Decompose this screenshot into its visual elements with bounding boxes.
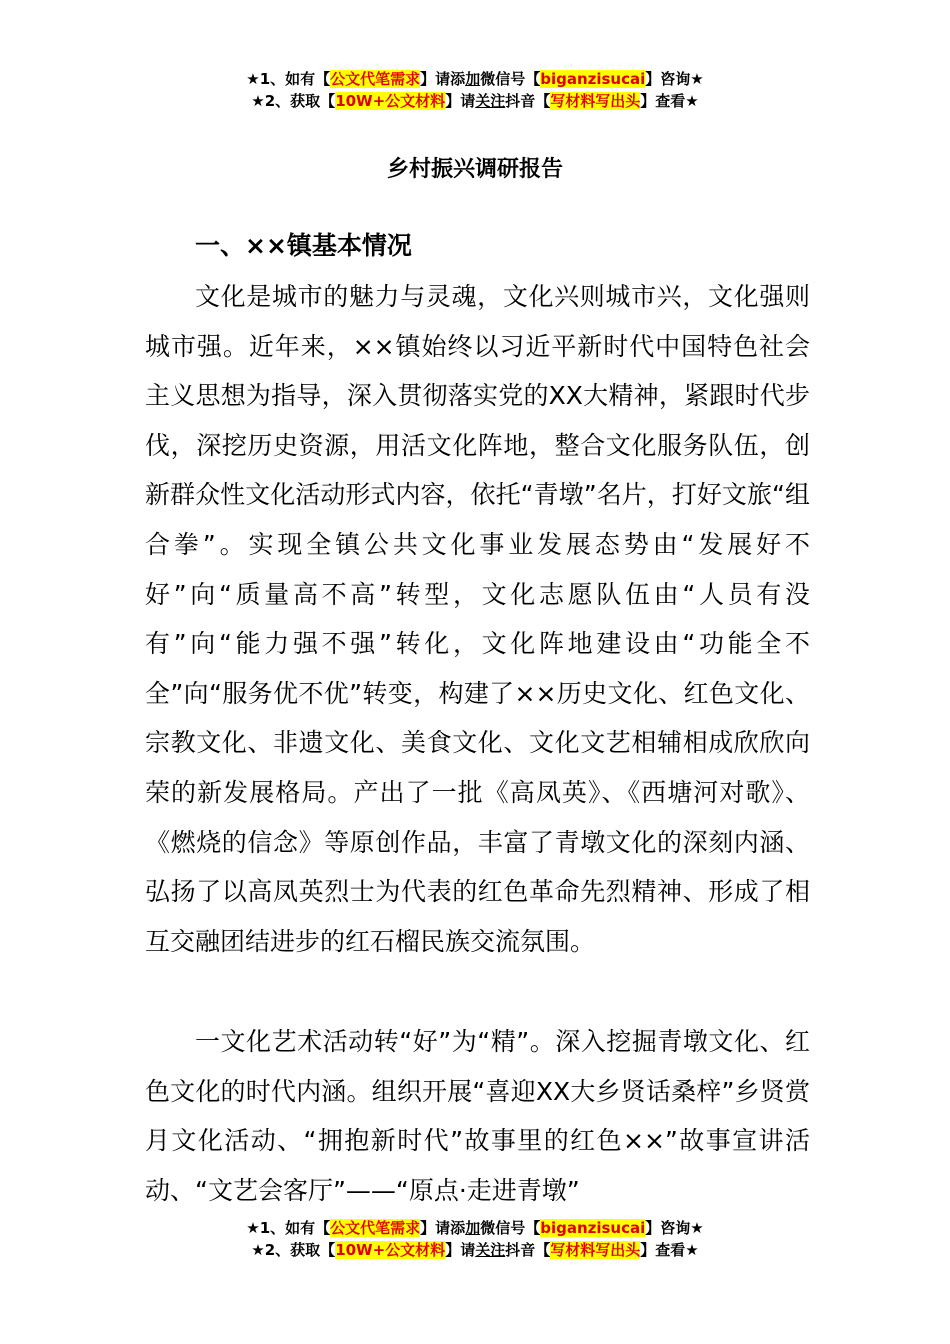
promo-text: 】查看★ bbox=[640, 1241, 699, 1259]
promo-text: 】请添 bbox=[420, 70, 466, 88]
promo-highlight: 公文代笔需求 bbox=[330, 70, 421, 88]
promo-text: ★2、获取【 bbox=[251, 1241, 336, 1259]
section-heading: 一、××镇基本情况 bbox=[195, 231, 412, 260]
paragraph-text: 一文化艺术活动转“好”为“精”。深入挖掘青墩文化、红色文化的时代内涵。组织开展“喜迎XX大乡贤话桑梓”乡贤赏月文化活动、“拥抱新时代”故事里的红色××”故事宣讲活动、“文艺会客厅”——“原点·走进青墩” bbox=[145, 1027, 810, 1205]
promo-text: 微信号【 bbox=[480, 1219, 541, 1237]
promo-underline: 关注 bbox=[475, 1241, 506, 1259]
body-paragraph-1 bbox=[145, 272, 810, 966]
promo-text: 】请 bbox=[445, 92, 476, 110]
body-paragraph-2 bbox=[145, 1017, 810, 1207]
promo-text: 抖音【 bbox=[505, 1241, 551, 1259]
promo-text: 抖音【 bbox=[505, 92, 551, 110]
promo-text: 】咨询★ bbox=[645, 1219, 704, 1237]
promo-text: ★1、如有【 bbox=[246, 1219, 331, 1237]
promo-underline: 加 bbox=[465, 1219, 481, 1237]
promo-line-1 bbox=[0, 68, 950, 90]
promo-underline: 加 bbox=[465, 70, 481, 88]
promo-text: 】查看★ bbox=[640, 92, 699, 110]
promo-text: 】请 bbox=[445, 1241, 476, 1259]
promo-line-1 bbox=[0, 1217, 950, 1239]
promo-text: 】请添 bbox=[420, 1219, 466, 1237]
promo-text: 】咨询★ bbox=[645, 70, 704, 88]
promo-underline: 关注 bbox=[475, 92, 506, 110]
promo-line-2 bbox=[0, 1239, 950, 1261]
promo-highlight: biganzisucai bbox=[540, 1219, 646, 1237]
document-title: 乡村振兴调研报告 bbox=[386, 157, 563, 182]
promo-highlight: 10W+公文材料 bbox=[335, 1241, 446, 1259]
promo-line-2 bbox=[0, 90, 950, 112]
promo-highlight: 写材料写出头 bbox=[550, 92, 641, 110]
promo-banner-top bbox=[0, 68, 950, 112]
promo-highlight: biganzisucai bbox=[540, 70, 646, 88]
promo-highlight: 10W+公文材料 bbox=[335, 92, 446, 110]
promo-banner-bottom bbox=[0, 1217, 950, 1261]
promo-text: ★1、如有【 bbox=[246, 70, 331, 88]
promo-highlight: 公文代笔需求 bbox=[330, 1219, 421, 1237]
promo-text: 微信号【 bbox=[480, 70, 541, 88]
paragraph-text: 文化是城市的魅力与灵魂，文化兴则城市兴，文化强则城市强。近年来，××镇始终以习近平新时代中国特色社会主义思想为指导，深入贯彻落实党的XX大精神，紧跟时代步伐，深挖历史资源，用活文化阵地，整合文化服务队伍，创新群众性文化活动形式内容，依托“青墩”名片，打好文旅“组合拳”。实现全镇公共文化事业发展态势由“发展好不好”向“质量高不高”转型，文化志愿队伍由“人员有没有”向“能力强不强”转化，文化阵地建设由“功能全不全”向“服务优不优”转变，构建了××历史文化、红色文化、宗教文化、非遗文化、美食文化、文化文艺相辅相成欣欣向荣的新发展格局。产出了一批《高凤英》、《西塘河对歌》、《燃烧的信念》等原创作品，丰富了青墩文化的深刻内涵、弘扬了以高凤英烈士为代表的红色革命先烈精神、形成了相互交融团结进步的红石榴民族交流氛围。 bbox=[145, 282, 810, 956]
promo-text: ★2、获取【 bbox=[251, 92, 336, 110]
promo-highlight: 写材料写出头 bbox=[550, 1241, 641, 1259]
